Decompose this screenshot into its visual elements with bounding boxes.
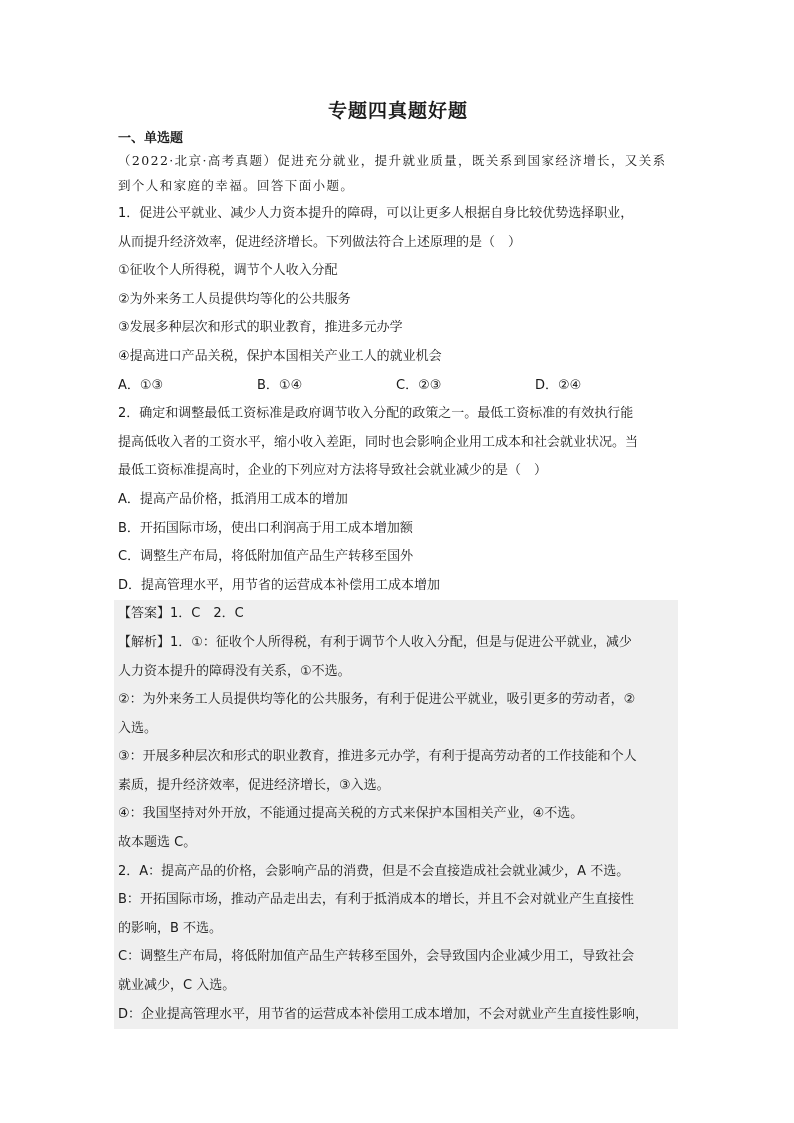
analysis-line: 【解析】1．①：征收个人所得税，有利于调节个人收入分配，但是与促进公平就业，减少: [118, 634, 632, 650]
question-1-item: ②为外来务工人员提供均等化的公共服务: [118, 291, 351, 307]
option-b: B．开拓国际市场，使出口利润高于用工成本增加额: [118, 520, 413, 536]
option-a: A．提高产品价格，抵消用工成本的增加: [118, 491, 348, 507]
option-b: B．①④: [257, 377, 303, 393]
page-title: 专题四真题好题: [327, 100, 468, 122]
question-1-stem-line: 1．促进公平就业、减少人力资本提升的障碍，可以让更多人根据自身比较优势选择职业，: [118, 206, 634, 221]
analysis-line: 故本题选 C。: [118, 835, 197, 851]
analysis-line: B：开拓国际市场，推动产品走出去，有利于抵消成本的增长，并且不会对就业产生直接性: [118, 892, 634, 908]
analysis-line: 2．A：提高产品的价格，会影响产品的消费，但是不会直接造成社会就业减少，A 不选。: [118, 863, 630, 879]
analysis-line: C：调整生产布局，将低附加值产品生产转移至国外，会导致国内企业减少用工，导致社会: [118, 949, 635, 965]
analysis-line: D：企业提高管理水平，用节省的运营成本补偿用工成本增加，不会对就业产生直接性影响，: [118, 1006, 649, 1022]
question-2-stem-line: 提高低收入者的工资水平，缩小收入差距，同时也会影响企业用工成本和社会就业状况。当: [118, 434, 639, 450]
question-1-stem-line: 从而提升经济效率，促进经济增长。下列做法符合上述原理的是（ ）: [118, 234, 522, 250]
question-1-item: ①征收个人所得税，调节个人收入分配: [118, 263, 338, 279]
analysis-line: 的影响，B 不选。: [118, 920, 223, 936]
option-d: D．提高管理水平，用节省的运营成本补偿用工成本增加: [118, 577, 441, 593]
document-page: [118, 96, 678, 1029]
question-1: [118, 200, 678, 400]
question-1-options: [118, 372, 678, 401]
answer-block: [114, 600, 678, 1029]
option-d: D．②④: [535, 377, 582, 393]
option-c: C．②③: [396, 377, 442, 393]
answer-line: 【答案】1．C 2．C: [118, 606, 244, 622]
analysis-line: 就业减少，C 入选。: [118, 978, 236, 994]
question-2: [118, 400, 678, 600]
question-1-item: ④提高进口产品关税，保护本国相关产业工人的就业机会: [118, 348, 442, 364]
analysis-line: 入选。: [118, 720, 158, 736]
option-a: A．①③: [118, 377, 164, 393]
question-intro: （2022·北京·高考真题）促进充分就业，提升就业质量，既关系到国家经济增长，又关系到个人和家庭的幸福。回答下面小题。: [118, 153, 667, 193]
analysis-line: 人力资本提升的障碍没有关系，①不选。: [118, 663, 351, 679]
analysis-line: ④：我国坚持对外开放，不能通过提高关税的方式来保护本国相关产业，④不选。: [118, 806, 584, 822]
section-heading: 一、单选题: [118, 131, 184, 146]
option-c: C．调整生产布局，将低附加值产品生产转移至国外: [118, 549, 414, 565]
question-2-stem-line: 最低工资标准提高时，企业的下列应对方法将导致社会就业减少的是（ ）: [118, 463, 548, 479]
analysis-line: ③：开展多种层次和形式的职业教育，推进多元办学，有利于提高劳动者的工作技能和个人: [118, 749, 637, 765]
question-1-item: ③发展多种层次和形式的职业教育，推进多元办学: [118, 320, 403, 336]
question-2-stem-line: 2．确定和调整最低工资标准是政府调节收入分配的政策之一。最低工资标准的有效执行能: [118, 406, 634, 422]
analysis-line: ②：为外来务工人员提供均等化的公共服务，有利于促进公平就业，吸引更多的劳动者，②: [118, 692, 636, 708]
analysis-line: 素质，提升经济效率，促进经济增长，③入选。: [118, 777, 390, 793]
